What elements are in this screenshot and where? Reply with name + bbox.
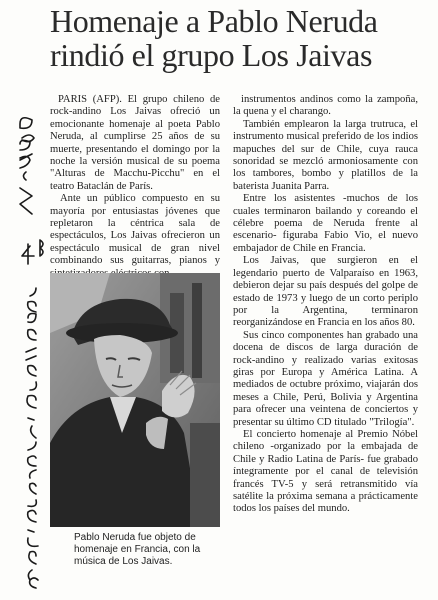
paragraph: También emplearon la larga trutruca, el instrumento musical preferido de los indios mapuches del sur de Chile, cuya rauca sonoridad se mezcló armoniosamente con los tambores, bombo y platillos de la baterista Juanita Parra. [233, 118, 418, 192]
headline-line-2: rindió el grupo Los Jaivas [50, 37, 372, 73]
paragraph: El concierto homenaje al Premio Nóbel chileno -organizado por la embajada de Chile y Radio Latina de París- fue grabado íntegramente por el canal de televisión francés TV-5 y será retransmitido vía satélite la próxima semana a prácticamente todos los países del mundo. [233, 428, 418, 515]
paragraph-continued: instrumentos andinos como la zampoña, la quena y el charango. [233, 94, 418, 118]
headline [50, 4, 430, 72]
paragraph: Sus cinco componentes han grabado una docena de discos de larga duración de rock-andino y realizado varias exitosas giras por Europa y América Latina. A mediados de octubre próximo, viajarán dos meses a Chile, Perú, Bolivia y Argentina para ofrecer una veintena de conciertos y presentar su último CD titulado "Trilogía". [233, 329, 418, 428]
photo-caption [74, 532, 222, 568]
handwriting-ink [20, 118, 43, 588]
right-column [233, 94, 418, 516]
paragraph: Ante un público compuesto en su mayoría por entusiastas jóvenes que repletaron la céntrica sala de espectáculos, Los Jaivas ofrecieron un espectáculo musical de gran nivel combinando sus guitarras, pianos y [50, 193, 220, 267]
photo-image [50, 273, 220, 527]
photo-neruda [50, 273, 220, 527]
caption-line: homenaje en Francia, con la [74, 544, 201, 555]
paragraph: Los Jaivas, que surgieron en el legendario puerto de Valparaíso en 1963, debieron dejar su país después del golpe de estado de 1973 y luego de un corto periplo por la Argentina, terminaron reorganizándose en Francia en los años 80. [233, 255, 418, 329]
caption-line: música de Los Jaivas. [74, 556, 173, 567]
caption-line: Pablo Neruda fue objeto de [74, 532, 196, 543]
left-column [50, 94, 220, 280]
handwritten-margin-annotation [0, 0, 50, 600]
paragraph: Entre los asistentes -muchos de los cuales terminaron bailando y coreando el célebre poema de Neruda frente al escenario- figuraba Fabio Vio, el nuevo embajador de Chile en Francia. [233, 193, 418, 254]
paragraph-lead: PARIS (AFP). El grupo chileno de rock-andino Los Jaivas ofreció un emocionante homenaje al poeta Pablo Neruda, al cumplirse 25 años de su muerte, presentando el domingo por la noche la versión musical de su poema "Alturas de Macchu-Picchu" en el teatro Bataclán de París. [50, 94, 220, 192]
headline-line-1: Homenaje a Pablo Neruda [50, 3, 378, 39]
